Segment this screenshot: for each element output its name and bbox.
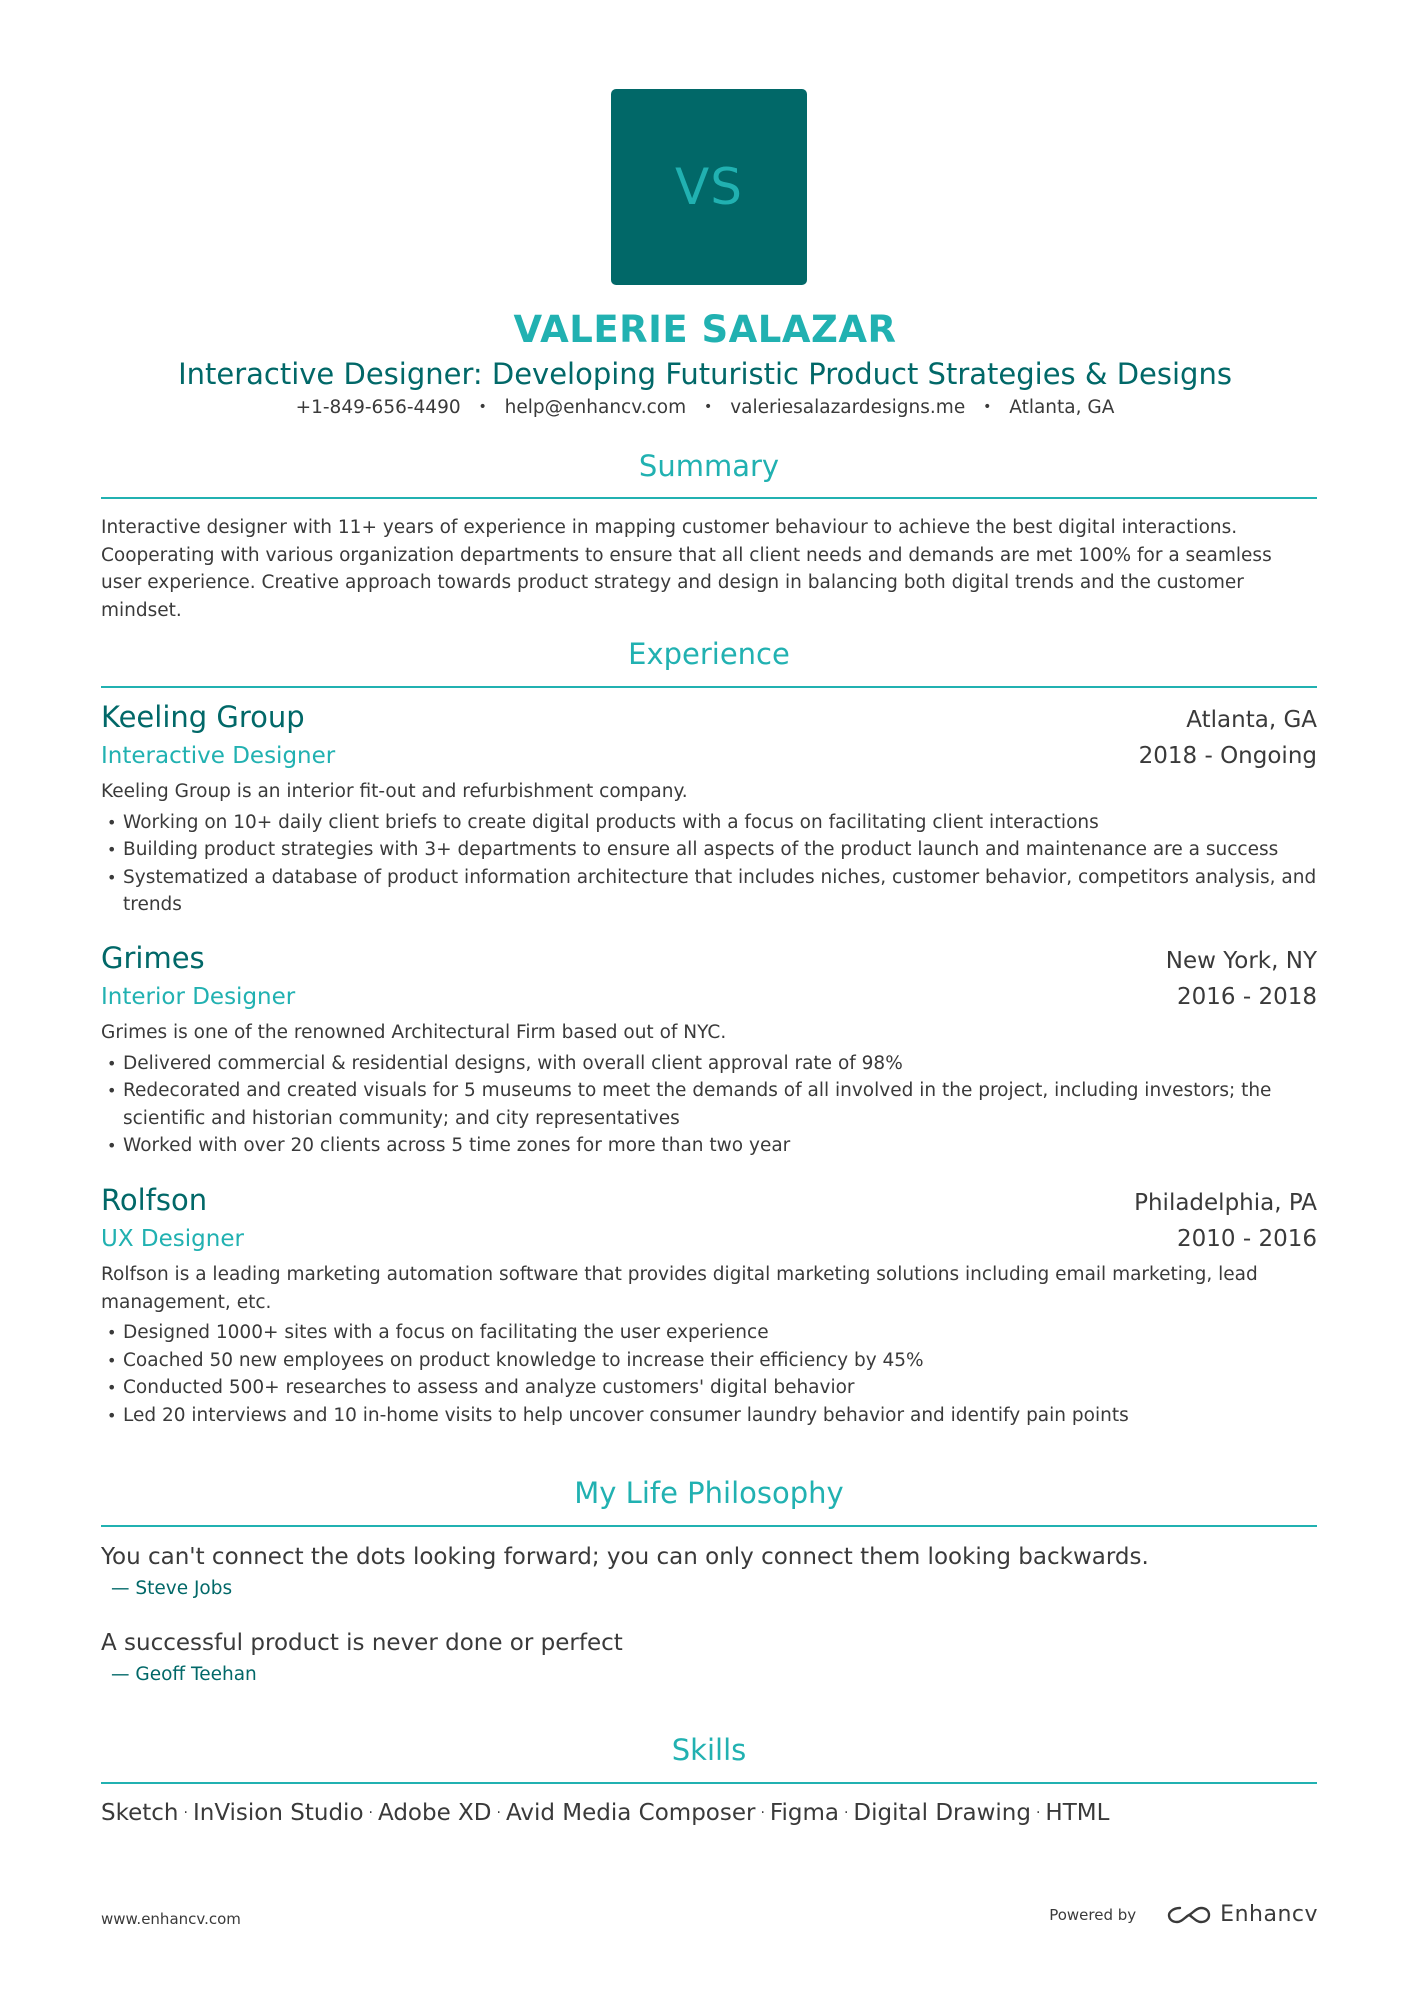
experience-entry xyxy=(101,697,1317,919)
skill-item: Digital Drawing xyxy=(853,1800,1031,1826)
experience-divider xyxy=(101,686,1317,688)
skill-item: Avid Media Composer xyxy=(505,1800,756,1826)
contact-phone: +1-849-656-4490 xyxy=(295,397,461,418)
achievement-item xyxy=(101,1402,1317,1430)
job-role: Interactive Designer xyxy=(101,743,336,769)
achievement-list xyxy=(101,1319,1317,1429)
achievement-text: Designed 1000+ sites with a focus on facilitating the user experience xyxy=(123,1322,769,1343)
enhancv-logo-icon xyxy=(1166,1903,1212,1927)
avatar-initials: VS xyxy=(675,158,743,216)
brand-logo[interactable] xyxy=(1166,1902,1318,1927)
achievement-text: Conducted 500+ researches to assess and analyze customers' digital behavior xyxy=(123,1377,855,1398)
job-location: New York, NY xyxy=(1165,948,1317,974)
company-name: Grimes xyxy=(101,941,205,975)
bullet-icon: • xyxy=(107,812,117,832)
company-description: Rolfson is a leading marketing automation software that provides digital marketing solutions including email marketing, lead management, etc. xyxy=(101,1264,1258,1313)
job-location: Philadelphia, PA xyxy=(1134,1190,1317,1216)
job-dates: 2010 - 2016 xyxy=(1177,1226,1317,1252)
quote-text: A successful product is never done or perfect xyxy=(101,1630,623,1656)
skill-item: InVision Studio xyxy=(192,1800,364,1826)
job-dates: 2018 - Ongoing xyxy=(1138,743,1317,769)
job-role: Interior Designer xyxy=(101,984,296,1010)
achievement-item xyxy=(101,809,1317,837)
achievement-item xyxy=(101,836,1317,864)
skill-item: HTML xyxy=(1045,1800,1110,1826)
brand-name: Enhancv xyxy=(1220,1902,1318,1927)
quote-block xyxy=(101,1540,1317,1602)
job-location: Atlanta, GA xyxy=(1186,707,1317,733)
skill-separator: · xyxy=(1035,1805,1041,1821)
achievement-list xyxy=(101,1050,1317,1160)
philosophy-section-title: My Life Philosophy xyxy=(574,1476,844,1510)
achievement-text: Redecorated and created visuals for 5 museums to meet the demands of all involved in the project, including investors; the scientific and historian community; and city representatives xyxy=(123,1080,1272,1129)
achievement-text: Building product strategies with 3+ departments to ensure all aspects of the product launch and maintenance are a success xyxy=(123,839,1279,860)
job-role: UX Designer xyxy=(101,1226,244,1252)
contact-email: help@enhancv.com xyxy=(504,397,687,418)
experience-entry xyxy=(101,938,1317,1160)
achievement-item xyxy=(101,1050,1317,1078)
skills-section-title: Skills xyxy=(671,1733,747,1767)
achievement-item xyxy=(101,1319,1317,1347)
skill-item: Sketch xyxy=(101,1800,179,1826)
contact-separator: • xyxy=(704,399,713,415)
bullet-icon: • xyxy=(107,1378,117,1397)
quote-author: — Steve Jobs xyxy=(111,1578,233,1599)
skill-separator: · xyxy=(183,1805,188,1821)
quote-text: You can't connect the dots looking forward; you can only connect them looking backwards. xyxy=(101,1544,1149,1570)
achievement-item xyxy=(101,1347,1317,1375)
footer-branding xyxy=(1049,1902,1318,1927)
company-description: Grimes is one of the renowned Architectural Firm based out of NYC. xyxy=(101,1022,727,1043)
achievement-text: Led 20 interviews and 10 in-home visits to help uncover consumer laundry behavior and identify pain points xyxy=(123,1404,1129,1426)
achievement-text: Working on 10+ daily client briefs to create digital products with a focus on facilitating client interactions xyxy=(123,811,1099,833)
experience-entry xyxy=(101,1180,1317,1429)
contact-location: Atlanta, GA xyxy=(1009,397,1115,418)
achievement-text: Worked with over 20 clients across 5 time zones for more than two year xyxy=(123,1135,791,1156)
achievement-text: Delivered commercial & residential designs, with overall client approval rate of 98% xyxy=(123,1052,903,1074)
skill-item: Adobe XD xyxy=(377,1800,492,1826)
bullet-icon: • xyxy=(107,1053,117,1073)
experience-section-title: Experience xyxy=(628,637,790,671)
quote-author: — Geoff Teehan xyxy=(111,1664,257,1685)
avatar xyxy=(611,89,807,285)
skill-separator: · xyxy=(496,1805,501,1821)
skills-list xyxy=(101,1796,1317,1830)
contact-separator: • xyxy=(478,399,487,415)
candidate-name: VALERIE SALAZAR xyxy=(513,308,897,351)
bullet-icon: • xyxy=(107,867,117,887)
achievement-item xyxy=(101,1077,1317,1132)
job-dates: 2016 - 2018 xyxy=(1177,984,1317,1010)
bullet-icon: • xyxy=(107,1323,117,1342)
summary-section-title: Summary xyxy=(638,449,780,483)
company-name: Keeling Group xyxy=(101,700,305,734)
contact-separator: • xyxy=(983,399,992,415)
company-description: Keeling Group is an interior fit-out and refurbishment company. xyxy=(101,781,688,802)
contact-line xyxy=(0,394,1410,421)
powered-by-label: Powered by xyxy=(1049,1905,1137,1924)
bullet-icon: • xyxy=(107,840,117,859)
skill-item: Figma xyxy=(769,1800,839,1826)
bullet-icon: • xyxy=(107,1405,117,1425)
achievement-text: Coached 50 new employees on product knowledge to increase their efficiency by 45% xyxy=(123,1349,924,1371)
company-name: Rolfson xyxy=(101,1183,208,1217)
achievement-item xyxy=(101,1132,1317,1160)
achievement-item xyxy=(101,864,1317,919)
achievement-text: Systematized a database of product information architecture that includes niches, customer behavior, competitors analysis, and trends xyxy=(123,866,1317,915)
candidate-headline: Interactive Designer: Developing Futuristic Product Strategies & Designs xyxy=(178,357,1232,391)
resume-header xyxy=(0,306,1410,421)
achievement-list xyxy=(101,809,1317,919)
achievement-item xyxy=(101,1374,1317,1402)
skill-separator: · xyxy=(368,1805,373,1821)
summary-divider xyxy=(101,497,1317,499)
contact-website: valeriesalazardesigns.me xyxy=(730,397,966,418)
bullet-icon: • xyxy=(107,1136,117,1155)
summary-text: Interactive designer with 11+ years of experience in mapping customer behaviour to achieve the best digital interactions. Cooperating with various organization departments to ensure that all client needs and demands are met 100% for a seamless user experience. Creative approach towards product strategy and design in balancing both digital trends and the customer mindset. xyxy=(101,517,1272,621)
footer-website-link[interactable]: www.enhancv.com xyxy=(101,1910,241,1928)
skills-divider xyxy=(101,1782,1317,1784)
quote-block xyxy=(101,1626,1317,1688)
philosophy-divider xyxy=(101,1525,1317,1527)
skill-separator: · xyxy=(843,1805,849,1821)
skill-separator: · xyxy=(760,1805,765,1821)
bullet-icon: • xyxy=(107,1081,117,1100)
bullet-icon: • xyxy=(107,1350,117,1370)
